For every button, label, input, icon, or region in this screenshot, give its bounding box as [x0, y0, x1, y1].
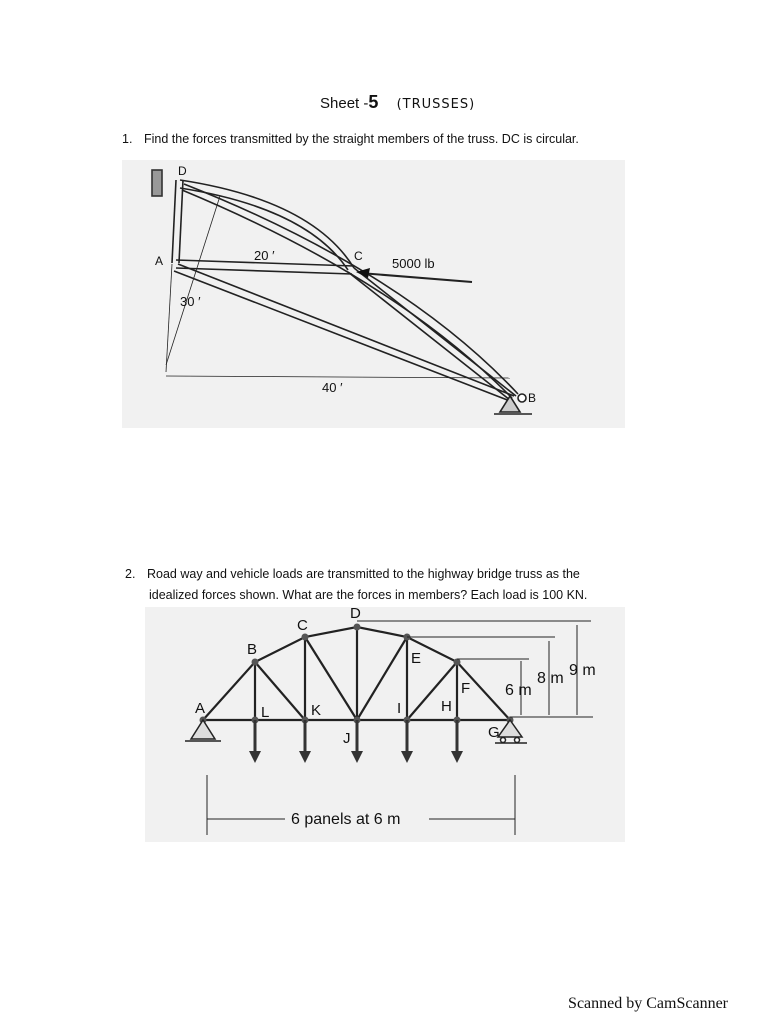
load-arrow-j	[351, 751, 363, 763]
dim-6m-label: 6 m	[505, 682, 532, 699]
load-label: 5000 lb	[392, 256, 435, 271]
problem-2-statement-line2: idealized forces shown. What are the forces in members? Each load is 100 KN.	[149, 588, 588, 602]
load-arrowhead	[356, 268, 370, 278]
dim-vertical-label: 30 ′	[180, 294, 201, 309]
dim-8m-label: 8 m	[537, 670, 564, 687]
dim-9m-label: 9 m	[569, 662, 596, 679]
label-f2: F	[461, 680, 471, 697]
label-i2: I	[397, 700, 402, 717]
member-da	[172, 180, 176, 263]
label-b: B	[528, 391, 537, 405]
label-g2: G	[488, 724, 500, 741]
label-k2: K	[311, 702, 322, 719]
problem-1-figure	[122, 160, 625, 428]
load-arrow-h	[451, 751, 463, 763]
problem-2-statement-line1: Road way and vehicle loads are transmitted to the highway bridge truss as the	[147, 567, 580, 581]
problem-2-figure	[145, 607, 625, 842]
label-d: D	[178, 164, 187, 178]
dim-ac-label: 20 ′	[254, 248, 275, 263]
member-cb	[354, 268, 516, 396]
sheet-topic: (TRUSSES)	[396, 97, 476, 112]
problem-2-number: 2.	[125, 567, 136, 581]
scanner-watermark: Scanned by CamScanner	[568, 995, 728, 1012]
load-arrow-shaft	[360, 273, 472, 282]
label-c: C	[354, 249, 363, 263]
problem-1-text	[122, 129, 579, 150]
label-a2: A	[195, 700, 206, 717]
dim-line-40	[166, 376, 510, 378]
label-e2: E	[411, 650, 422, 667]
problem-1-statement: Find the forces transmitted by the straight members of the truss. DC is circular.	[144, 132, 579, 146]
label-h2: H	[441, 698, 452, 715]
page-title	[320, 92, 475, 113]
load-arrow-i	[401, 751, 413, 763]
span-label: 6 panels at 6 m	[291, 811, 401, 828]
problem-2-text	[125, 564, 645, 606]
wall-support-d	[152, 170, 162, 196]
truss-diagram-2	[145, 607, 625, 842]
sheet-number: 5	[368, 92, 379, 112]
member-db	[184, 184, 518, 394]
load-arrow-l	[249, 751, 261, 763]
roller-support-g	[498, 720, 522, 737]
label-l2: L	[261, 704, 270, 721]
dim-horizontal-label: 40 ′	[322, 380, 343, 395]
problem-1-number: 1.	[122, 132, 133, 146]
label-a: A	[155, 254, 164, 268]
load-arrow-k	[299, 751, 311, 763]
truss-diagram-1	[122, 160, 625, 428]
sheet-label: Sheet -	[320, 95, 369, 112]
pin-support-a	[191, 720, 215, 739]
label-d2: D	[350, 607, 361, 622]
label-j2: J	[343, 730, 351, 747]
label-b2: B	[247, 641, 258, 658]
label-c2: C	[297, 617, 308, 634]
